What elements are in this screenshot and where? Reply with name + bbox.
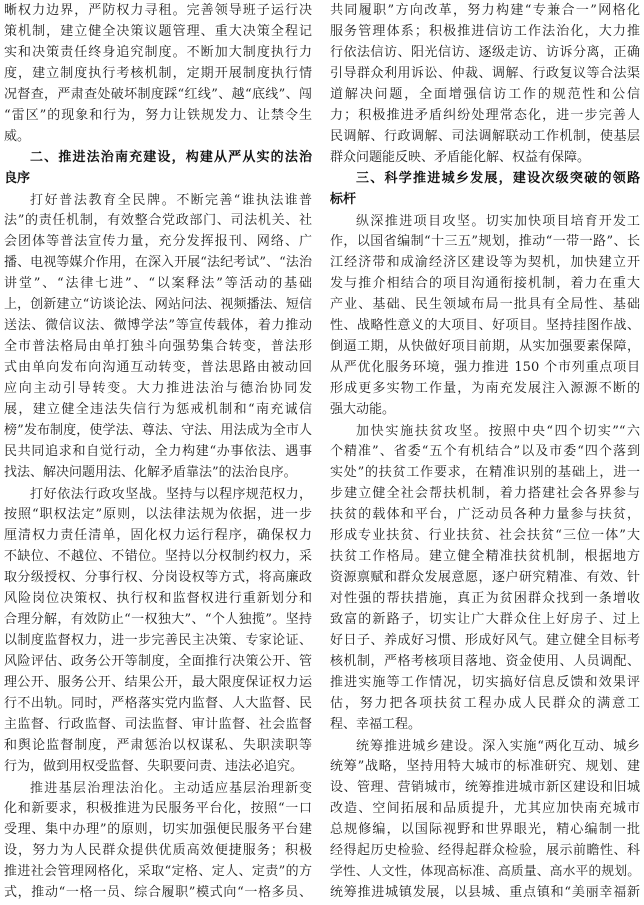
section-heading (4, 147, 312, 189)
text-line: 化和新要求，积极推进为民服务平台化，按照“一口 (4, 801, 312, 816)
text-line: 核机制，严格考核项目落地、资金使用、人员调配、 (330, 654, 640, 669)
text-line: 产业、基础、民生领域布局一批具有全局性、基础 (330, 297, 640, 312)
text-line (4, 189, 312, 210)
text-line: 式，推动“一格一员、综合履职”模式向“一格多员、 (4, 885, 312, 900)
paragraph (330, 0, 640, 168)
text-line: 群众问题能反映、矛盾能化解、权益有保障。 (330, 150, 591, 165)
text-line: 行依法信访、阳光信访、逐级走访、访诉分离，正确 (330, 45, 640, 60)
text-line: 统筹”战略，坚持用特大城市的标准研究、规划、建 (330, 759, 640, 774)
text-line: 和舆论监督制度，严肃惩治以权谋私、失职渎职等 (4, 738, 312, 753)
text-line: 共同履职”方向改革，努力构建“专兼合一”网格化 (330, 3, 640, 18)
text-line: 实和决策责任终身追究制度。不断加大制度执行力 (4, 45, 312, 60)
text-line (330, 735, 640, 756)
text-line: 好日子、养成好习惯、形成好风气。建立健全目标考 (330, 633, 640, 648)
paragraph (330, 420, 640, 735)
paragraph-lead: 加快实施扶贫攻坚。 (356, 423, 489, 438)
text-line: 按照“职权法定”原则，以法律法规为依据，进一步 (4, 507, 312, 522)
text-line: 形成更多实物工作量，为南充发展注入源源不断的 (330, 381, 640, 396)
text-line: 对性强的帮扶措施，真正为贫困群众找到一条增收 (330, 591, 640, 606)
text-line (330, 210, 640, 231)
text-line: 个精准”、省委“五个有机结合”以及市委“四个落到 (330, 444, 640, 459)
text-line: 力；积极推进矛盾纠纷处理常态化，进一步完善人 (330, 108, 640, 123)
text-line: 设，努力为人民群众提供优质高效便捷服务；积极 (4, 843, 312, 858)
text-line: 找法、解决问题用法、化解矛盾靠法”的法治良序。 (4, 465, 297, 480)
text-line: 致富的新路子，切实让广大群众住上好房子、过上 (330, 612, 640, 627)
text-line: 民共同追求和自觉行动，全力构建“办事依法、遇事 (4, 444, 312, 459)
text-span: 深入实施“两化互动、城乡 (482, 739, 640, 754)
text-line: 度，建立制度执行考核机制，定期开展制度执行情 (4, 66, 312, 81)
text-line: 性、战略性意义的大项目、好项目。坚持挂图作战、 (330, 318, 640, 333)
text-line: 不缺位、不越位、不错位。坚持以分权制约权力，采 (4, 549, 312, 564)
text-line: 式由单向发布向沟通互动转变，普法思路由被动回 (4, 360, 312, 375)
text-line (4, 483, 312, 504)
text-line: 改造、空间拓展和品质提升，尤其应加快南充城市 (330, 801, 640, 816)
text-line: 江经济带和成渝经济区建设等为契机，加快建立开 (330, 255, 640, 270)
paragraph-lead: 纵深推进项目攻坚。 (356, 213, 486, 228)
text-line: 道解决问题，全面增强信访工作的规范性和公信 (330, 87, 640, 102)
paragraph-lead: 打好普法教育全民牌。 (30, 192, 177, 207)
text-line: 送法、微信议法、微博学法”等宣传载体，着力推动 (4, 318, 312, 333)
text-line: 晰权力边界，严防权力寻租。完善领导班子运行决 (4, 3, 312, 18)
text-line: 风险岗位决策权、执行权和监督权进行重新划分和 (4, 591, 312, 606)
text-column-left (4, 0, 312, 903)
paragraph-lead: 打好依法行政攻坚战。 (30, 486, 166, 501)
text-span: 按照中央“四个切实”“六 (488, 424, 640, 439)
heading-line: 二、推进法治南充建设，构建从严从实的法治 (30, 150, 312, 165)
text-line: 行不出轨。同时，严格落实党内监督、人大监督、民 (4, 696, 312, 711)
text-line: 步建立健全社会帮扶机制，着力搭建社会各界参与 (330, 486, 640, 501)
text-line: 展，建立健全违法失信行为惩戒机制和“南充诚信 (4, 402, 312, 417)
text-line: 播、电视等媒介作用，在深入开展“法纪考试”、“法治 (4, 255, 312, 270)
paragraph-lead: 统筹推进城乡建设。 (356, 738, 483, 753)
heading-line: 三、科学推进城乡发展，建设次级突破的领路 (356, 171, 640, 186)
text-line: 倒逼工期，从快做好项目前期，从实加强要素保障， (330, 339, 640, 354)
text-line: 以制度监督权力，进一步完善民主决策、专家论证、 (4, 633, 312, 648)
heading-line: 标杆 (330, 192, 357, 207)
text-line: 从严优化服务环境，强力推进 150 个市列重点项目 (330, 360, 640, 375)
text-line: 总规修编，以国际视野和世界眼光，精心编制一批 (330, 822, 640, 837)
text-span: 不断完善“谁执法谁普 (176, 193, 312, 208)
text-line: 受理、集中办理”的原则，切实加强便民服务平台建 (4, 822, 312, 837)
section-heading (330, 168, 640, 210)
text-line: 实处”的扶贫工作要求，在精准识别的基础上，进一 (330, 465, 640, 480)
text-line: “雷区”的现象和行为，努力让铁规发力、让禁令生 (4, 108, 312, 123)
text-line: 威。 (4, 129, 31, 144)
text-span: 坚持与以程序规范权力， (165, 487, 312, 502)
text-line: 法”的责任机制，有效整合党政部门、司法机关、社 (4, 213, 312, 228)
text-line: 形成专业扶贫、行业扶贫、社会扶贫“三位一体”大 (330, 528, 640, 543)
paragraph (4, 483, 312, 777)
text-line: 合理分解，有效防止“一权独大”、“个人独揽”。坚持 (4, 612, 312, 627)
text-line: 程、幸福工程。 (330, 717, 422, 732)
text-line: 上，创新建立“访谈论法、网站问法、视频播法、短信 (4, 297, 312, 312)
text-line (330, 420, 640, 441)
text-span: 切实加快项目培育开发工 (485, 214, 640, 229)
text-line: 经得起历史检验、经得起群众检验，展示前瞻性、科 (330, 843, 640, 858)
text-line: 扶贫工作格局。建立健全精准扶贫机制，根据地方 (330, 549, 640, 564)
text-line: 估，努力把各项扶贫工程办成人民群众的满意工 (330, 696, 640, 711)
text-line: 推进实施等工作情况，切实搞好信息反馈和效果评 (330, 675, 640, 690)
paragraph (4, 0, 312, 147)
text-column-right (330, 0, 640, 903)
text-line: 推进社会管理网格化，采取“定格、定人、定责”的方 (4, 864, 312, 879)
text-line: 强大动能。 (330, 402, 396, 417)
text-line: 民调解、行政调解、司法调解联动工作机制，使基层 (330, 129, 640, 144)
text-line: 扶贫的载体和平台，广泛动员各种力量参与扶贫， (330, 507, 640, 522)
heading-line: 良序 (4, 171, 31, 186)
text-line: 讲堂”、“法律七进”、“以案释法”等活动的基础 (4, 276, 312, 291)
text-line: 服务管理体系；积极推进信访工作法治化，大力推 (330, 24, 640, 39)
paragraph (330, 735, 640, 903)
text-line (4, 777, 312, 798)
text-line: 发与推介相结合的项目沟通衔接机制，着力在重大 (330, 276, 640, 291)
text-line: 取分级授权、分事行权、分岗设权等方式，将高廉政 (4, 570, 312, 585)
text-line: 厘清权力责任清单，固化权力运行程序，确保权力 (4, 528, 312, 543)
text-line: 引导群众利用诉讼、仲裁、调解、行政复议等合法渠 (330, 66, 640, 81)
text-line: 设、管理、营销城市，统筹推进城市新区建设和旧城 (330, 780, 640, 795)
paragraph (4, 189, 312, 483)
text-line: 理公开、服务公开、结果公开，最大限度保证权力运 (4, 675, 312, 690)
text-line: 学性、人文性，体现高标准、高质量、高水平的规划。 (330, 864, 640, 879)
text-line: 榜”发布制度，使学法、尊法、守法、用法成为全市人 (4, 423, 312, 438)
text-line: 全市普法格局由单打独斗向强势集合转变，普法形 (4, 339, 312, 354)
paragraph (4, 777, 312, 903)
text-line: 行为，做到用权受监督、失职要问责、违法必追究。 (4, 759, 304, 774)
text-line: 统筹推进城镇发展，以县城、重点镇和“美丽幸福新 (330, 885, 640, 900)
text-span: 主动适应基层治理新变 (172, 781, 312, 796)
text-line: 应向主动引导转变。大力推进法治与德治协同发 (4, 381, 312, 396)
text-line: 资源禀赋和群众发展意愿，逐户研究精准、有效、针 (330, 570, 640, 585)
paragraph (330, 210, 640, 420)
text-line: 主监督、行政监督、司法监督、审计监督、社会监督 (4, 717, 312, 732)
text-line: 会团体等普法宣传力量，充分发挥报刊、网络、广 (4, 234, 312, 249)
paragraph-lead: 推进基层治理法治化。 (30, 780, 173, 795)
text-line: 作，以国省编制“十三五”规划，推动“一带一路”、长 (330, 234, 640, 249)
text-line: 策机制，建立健全决策议题管理、重大决策全程记 (4, 24, 312, 39)
text-line: 况督查，严肃查处破坏制度踩“红线”、越“底线”、闯 (4, 87, 312, 102)
text-line: 风险评估、政务公开等制度，全面推行决策公开、管 (4, 654, 312, 669)
